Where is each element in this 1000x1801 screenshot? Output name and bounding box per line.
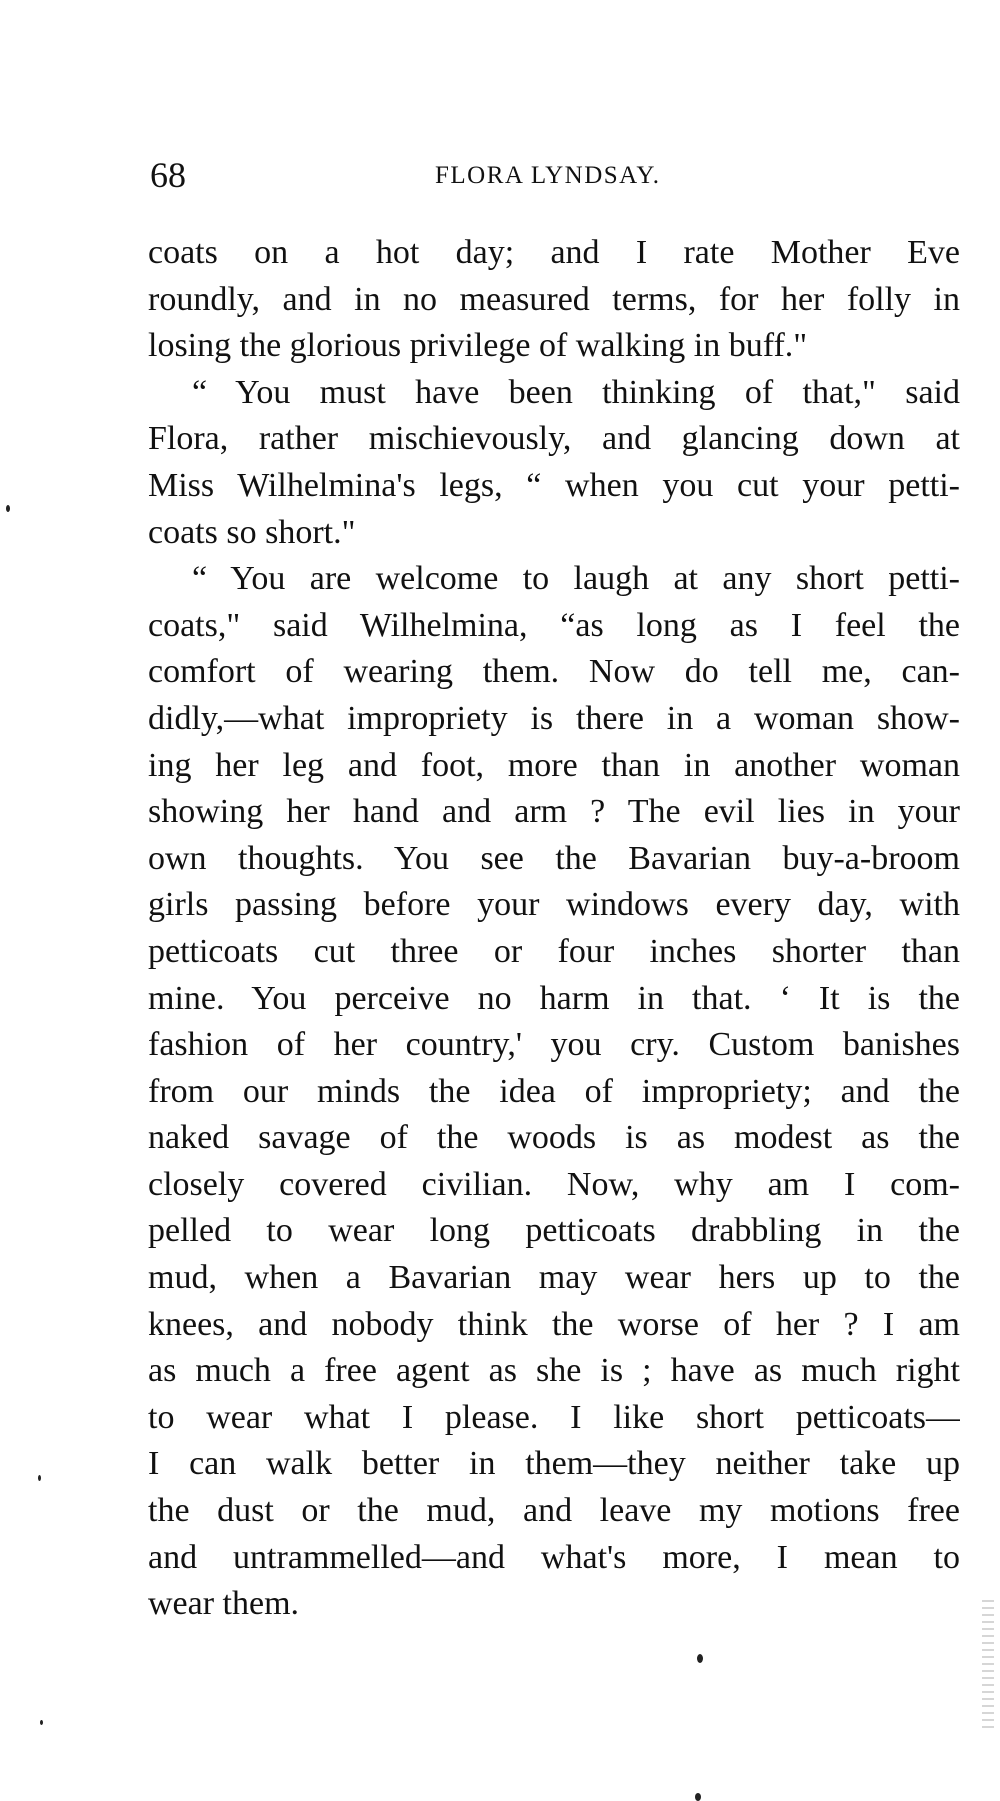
text-line: coats on a hot day; and I rate Mother Eve [148, 234, 960, 271]
body-text [148, 230, 960, 1628]
text-line: wear them. [148, 1585, 300, 1623]
scan-speck [6, 505, 10, 512]
text-line: coats," said Wilhelmina, “as long as I feel the [148, 606, 960, 644]
text-line: Flora, rather mischievously, and glancing down at [148, 420, 960, 458]
text-line: losing the glorious privilege of walking in buff." [148, 327, 808, 365]
text-line: “ You are welcome to laugh at any short petti- [192, 560, 960, 598]
text-line: showing her hand and arm ? The evil lies in your [148, 793, 960, 831]
text-line: closely covered civilian. Now, why am I com- [148, 1165, 960, 1203]
text-line: mud, when a Bavarian may wear hers up to the [148, 1259, 960, 1297]
text-line: from our minds the idea of impropriety; and the [148, 1072, 960, 1110]
text-line: naked savage of the woods is as modest as the [148, 1119, 960, 1157]
text-line: to wear what I please. I like short petticoats— [148, 1398, 960, 1436]
running-title: FLORA LYNDSAY. [435, 162, 661, 189]
text-line: coats so short." [148, 513, 356, 551]
scan-edge-noise [982, 1600, 994, 1730]
text-line: and untrammelled—and what's more, I mean to [148, 1538, 960, 1576]
page-number: 68 [150, 155, 186, 195]
text-line: I can walk better in them—they neither take up [148, 1445, 960, 1483]
text-line: fashion of her country,' you cry. Custom banishes [148, 1026, 960, 1064]
text-line: Miss Wilhelmina's legs, “ when you cut your petti- [148, 466, 960, 504]
scan-speck [38, 1475, 41, 1481]
text-line: girls passing before your windows every day, with [148, 886, 960, 924]
text-line: comfort of wearing them. Now do tell me, can- [148, 653, 960, 691]
scan-speck [695, 1793, 701, 1801]
text-line: knees, and nobody think the worse of her ? I am [148, 1305, 960, 1343]
text-line: the dust or the mud, and leave my motions free [148, 1492, 960, 1530]
text-line: pelled to wear long petticoats drabbling in the [148, 1212, 960, 1250]
text-line: own thoughts. You see the Bavarian buy-a-broom [148, 839, 960, 877]
text-line: petticoats cut three or four inches shorter than [148, 932, 960, 970]
text-line: didly,—what impropriety is there in a woman show- [148, 699, 960, 737]
text-line: as much a free agent as she is ; have as much right [148, 1352, 960, 1390]
text-line: roundly, and in no measured terms, for her folly in [148, 280, 960, 318]
scan-speck [697, 1654, 703, 1663]
scan-speck [40, 1720, 43, 1725]
text-line: ing her leg and foot, more than in another woman [148, 746, 960, 784]
text-line: “ You must have been thinking of that," said [192, 373, 960, 411]
running-head [150, 155, 960, 205]
text-line: mine. You perceive no harm in that. ‘ It is the [148, 979, 960, 1017]
